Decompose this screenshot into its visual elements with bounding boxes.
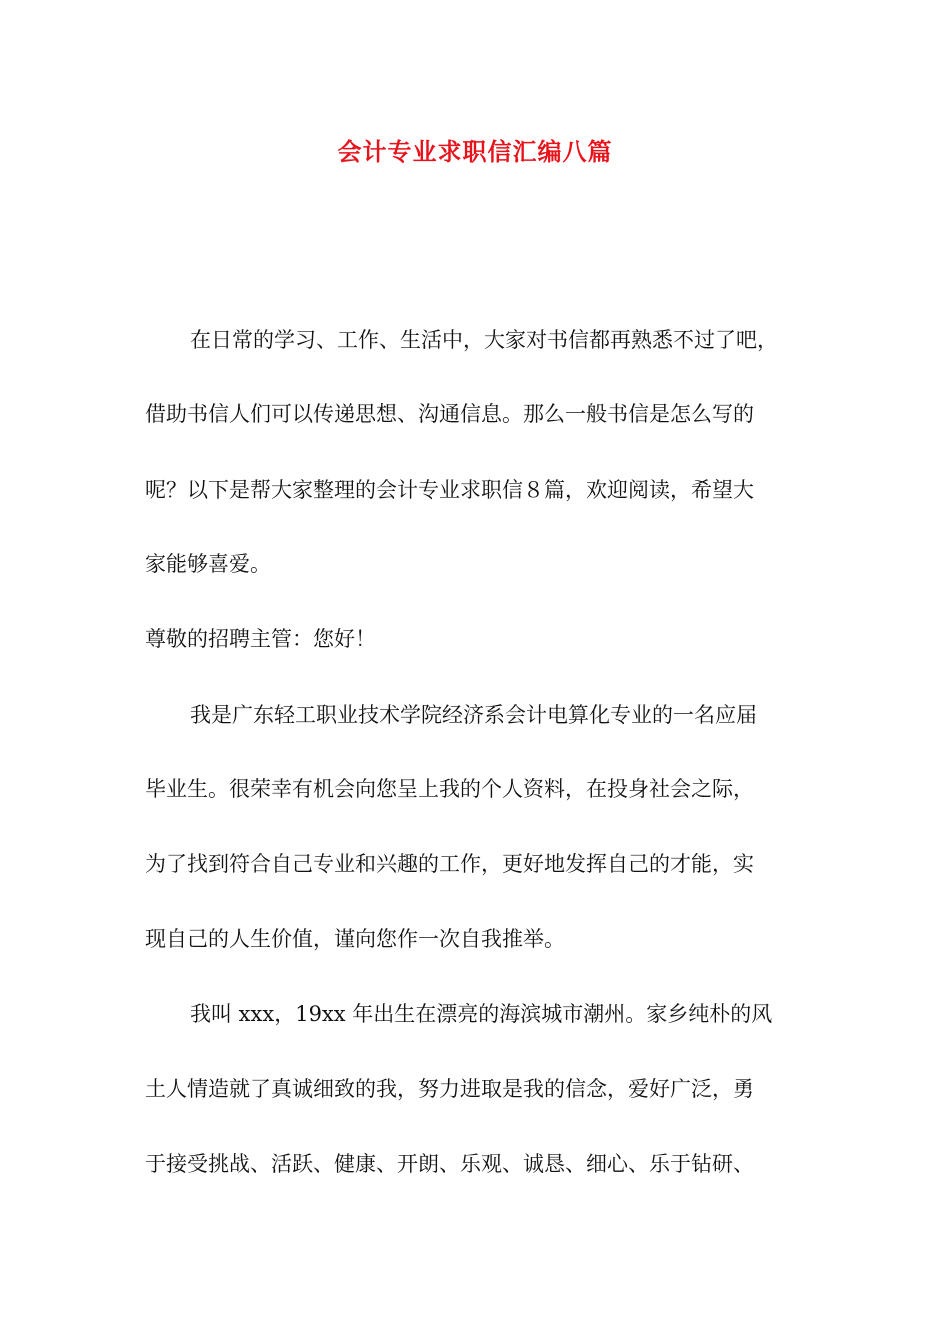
paragraph-line: 为了找到符合自己专业和兴趣的工作，更好地发挥自己的才能，实 — [145, 852, 754, 876]
document-title: 会计专业求职信汇编八篇 — [337, 137, 613, 166]
paragraph-line: 借助书信人们可以传递思想、沟通信息。那么一般书信是怎么写的 — [145, 402, 754, 426]
salutation-line: 尊敬的招聘主管：您好！ — [145, 627, 376, 651]
paragraph-line: 于接受挑战、活跃、健康、开朗、乐观、诚恳、细心、乐于钻研、 — [145, 1152, 754, 1176]
paragraph-line: 土人情造就了真诚细致的我，努力进取是我的信念，爱好广泛，勇 — [145, 1077, 754, 1101]
paragraph-line: 家能够喜爱。 — [145, 552, 271, 576]
paragraph-line: 我叫 xxx，19xx 年出生在漂亮的海滨城市潮州。家乡纯朴的风 — [190, 1002, 773, 1026]
paragraph-line: 呢？以下是帮大家整理的会计专业求职信８篇，欢迎阅读，希望大 — [145, 478, 754, 502]
paragraph-line: 现自己的人生价值，谨向您作一次自我推举。 — [145, 927, 565, 951]
paragraph-line: 在日常的学习、工作、生活中，大家对书信都再熟悉不过了吧， — [190, 328, 778, 352]
paragraph-line: 我是广东轻工职业技术学院经济系会计电算化专业的一名应届 — [190, 703, 757, 727]
paragraph-line: 毕业生。很荣幸有机会向您呈上我的个人资料，在投身社会之际， — [145, 777, 754, 801]
